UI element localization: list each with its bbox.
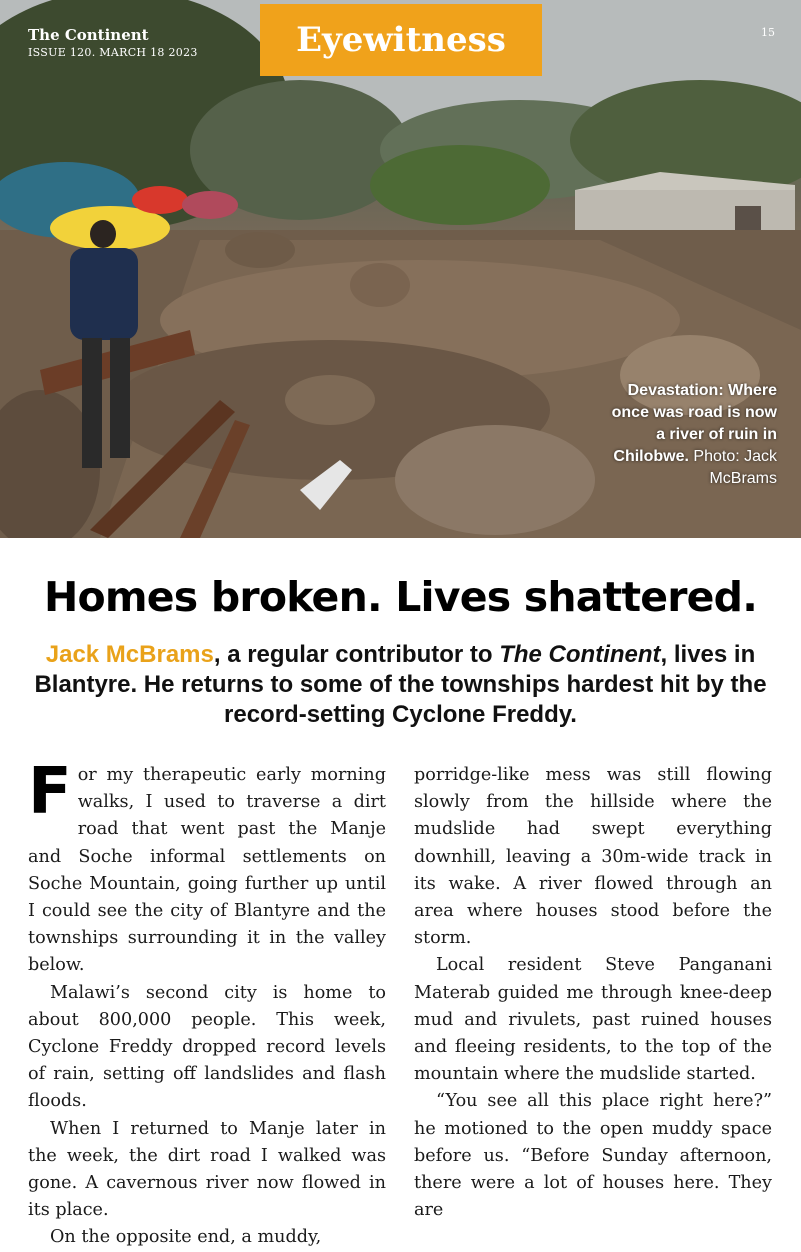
section-label: Eyewitness (260, 4, 542, 76)
author-name: Jack McBrams (45, 641, 214, 668)
paragraph-4-continued: porridge-like mess was still flowing slowly from the hillside where the mudslide had swept everything downhill, leaving a 30m-wide track in its wake. A river flowed through an area where houses stood before the storm. (414, 765, 772, 949)
standfirst-text-2: , lives in Blantyre. He returns to some of the townships hardest hit by the record-setting Cyclone Freddy. (34, 641, 767, 728)
caption-credit: Photo: Jack McBrams (688, 448, 777, 487)
standfirst (20, 640, 781, 730)
hero-photo (0, 0, 801, 538)
body-column-left (28, 755, 386, 1252)
drop-cap: F (28, 755, 72, 829)
issue-date: ISSUE 120. MARCH 18 2023 (28, 46, 198, 59)
publication-title: The Continent (28, 26, 149, 44)
paragraph-5: Local resident Steve Panganani Materab guided me through knee-deep mud and rivulets, past ruined houses and fleeing residents, to the top of the mountain where the mudslide started. (414, 955, 772, 1085)
headline: Homes broken. Lives shattered. (43, 573, 758, 621)
publication-name: The Continent (499, 641, 661, 668)
body-column-right (414, 762, 772, 1224)
page-number: 15 (761, 26, 775, 39)
paragraph-1-text: or my therapeutic early morning walks, I used to traverse a dirt road that went past the Manje and Soche informal settlements on Soche Mountain, going further up until I could see the city of Blantyre and the townships surrounding it in the valley below. (28, 765, 386, 976)
caption-lead: Devastation: Where once was road is now a river of ruin in Chilobwe. (611, 382, 777, 465)
standfirst-text-1: , a regular contributor to (213, 641, 500, 668)
paragraph-1 (28, 755, 386, 980)
paragraph-6: “You see all this place right here?” he motioned to the open muddy space before us. “Before Sunday afternoon, there were a lot of houses here. They are (414, 1091, 772, 1221)
paragraph-4: On the opposite end, a muddy, (50, 1227, 322, 1248)
photo-caption (607, 380, 777, 490)
paragraph-3: When I returned to Manje later in the week, the dirt road I walked was gone. A cavernous river now flowed in its place. (28, 1118, 386, 1221)
paragraph-2: Malawi’s second city is home to about 800,000 people. This week, Cyclone Freddy dropped record levels of rain, setting off landslides and flash floods. (28, 982, 386, 1112)
